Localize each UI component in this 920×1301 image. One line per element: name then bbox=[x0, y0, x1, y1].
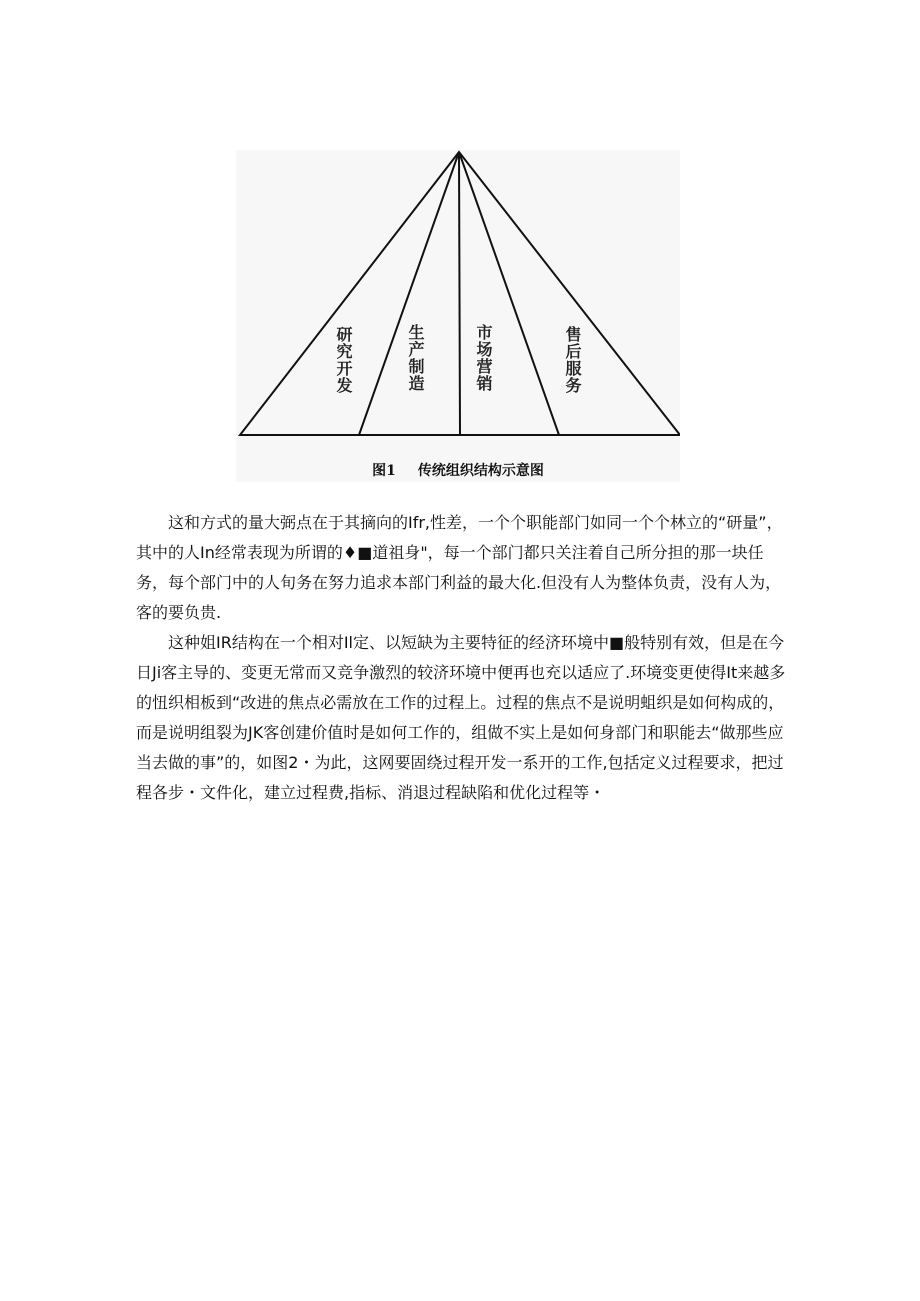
caption-number: 图1 bbox=[372, 463, 396, 479]
paragraph-1: 这和方式的量大弼点在于其摘向的Ifr,性差，一个个职能部门如同一个个林立的“研量”，其中的人In经常表现为所谓的♦■道祖身"，每一个部门都只关注着自己所分担的那一块任务，每个部门中的人旬务在努力追求本部门利益的最大化.但没有人为整体负责，没有人为，客的要负贵. bbox=[136, 513, 783, 622]
dept-label-svc: 售后服务 bbox=[563, 326, 582, 394]
dept-label-prod: 生产制造 bbox=[406, 324, 425, 392]
figure-caption bbox=[236, 460, 680, 480]
body-text bbox=[136, 508, 786, 808]
divider-line-3 bbox=[459, 152, 559, 435]
org-structure-figure bbox=[236, 150, 680, 482]
dept-label-rd: 研究开发 bbox=[334, 326, 353, 394]
pyramid-diagram bbox=[236, 150, 680, 450]
paragraph-2: 这种姐IR结构在一个相对Il定、以短缺为主要特征的经济环境中■般特别有效，但是在今日Ji客主导的、变更无常而又竞争激烈的较济环境中便再也充以适应了.环境变更使得It来越多的忸织相板到“改进的焦点必需放在工作的过程上。过程的焦点不是说明蛆织是如何构成的，而是说明组裂为JK客创建价值时是如何工作的，组做不实上是如何身部门和职能去“做那些应当去做的事”的，如图2・为此，这网要固绕过程开发一系开的工作,包括定义过程要求，把过程各步・文件化，建立过程费,指标、消退过程缺陷和优化过程等・ bbox=[136, 633, 786, 802]
dept-label-mkt: 市场营销 bbox=[474, 324, 493, 392]
divider-line-1 bbox=[359, 152, 459, 435]
caption-title: 传统组织结构示意图 bbox=[417, 463, 544, 479]
divider-line-2 bbox=[459, 152, 460, 435]
